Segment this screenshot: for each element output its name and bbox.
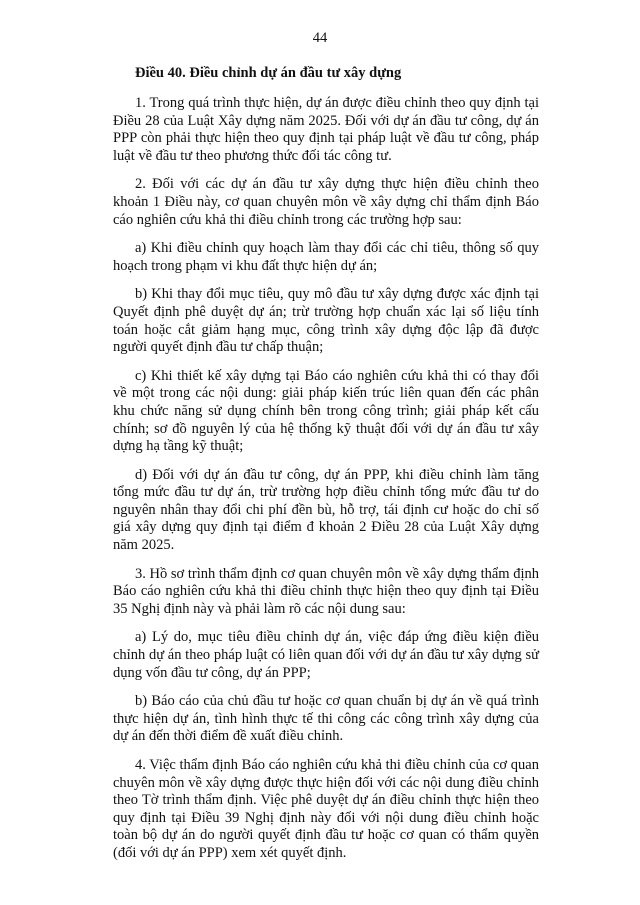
paragraph-clause-2: 2. Đối với các dự án đầu tư xây dựng thực hiện điều chỉnh theo khoản 1 Điều này, cơ quan chuyên môn về xây dựng chỉ thẩm định Báo cáo nghiên cứu khả thi điều chỉnh trong các trường hợp sau: xyxy=(113,176,539,228)
paragraph-clause-1: 1. Trong quá trình thực hiện, dự án được điều chỉnh theo quy định tại Điều 28 của Luật Xây dựng năm 2025. Đối với dự án đầu tư công, dự án PPP còn phải thực hiện theo quy định tại pháp luật về đầu tư công, pháp luật về đầu tư theo phương thức đối tác công tư. xyxy=(113,95,539,164)
paragraph-clause-3b: b) Báo cáo của chủ đầu tư hoặc cơ quan chuẩn bị dự án về quá trình thực hiện dự án, tình hình thực tế thi công các công trình xây dựng của dự án đến thời điểm đề xuất điều chỉnh. xyxy=(113,693,539,745)
paragraph-clause-2d: d) Đối với dự án đầu tư công, dự án PPP, khi điều chỉnh làm tăng tổng mức đầu tư dự án, trừ trường hợp điều chỉnh tổng mức đầu tư do nguyên nhân thay đổi chi phí đền bù, hỗ trợ, tái định cư hoặc do chỉ số giá xây dựng quy định tại điểm đ khoản 2 Điều 28 của Luật Xây dựng năm 2025. xyxy=(113,466,539,554)
article-heading: Điều 40. Điều chỉnh dự án đầu tư xây dựng xyxy=(135,65,402,81)
paragraph-clause-2b: b) Khi thay đổi mục tiêu, quy mô đầu tư xây dựng được xác định tại Quyết định phê duyệt dự án; trừ trường hợp chuẩn xác lại số liệu tính toán hoặc cắt giảm hạng mục, công trình xây dựng độc lập đã được người quyết định đầu tư chấp thuận; xyxy=(113,286,539,356)
page-number: 44 xyxy=(312,30,328,46)
paragraph-clause-4: 4. Việc thẩm định Báo cáo nghiên cứu khả thi điều chỉnh của cơ quan chuyên môn về xây dựng được thực hiện đối với các nội dung điều chỉnh theo Tờ trình thẩm định. Việc phê duyệt dự án điều chỉnh thực hiện theo quy định tại Điều 39 Nghị định này đối với nội dung điều chỉnh hoặc toàn bộ dự án do người quyết định đầu tư hoặc cơ quan có thẩm quyền (đối với dự án PPP) xem xét quyết định. xyxy=(113,757,539,861)
paragraph-clause-2a: a) Khi điều chỉnh quy hoạch làm thay đổi các chỉ tiêu, thông số quy hoạch trong phạm vi khu đất thực hiện dự án; xyxy=(113,240,539,274)
paragraph-clause-3: 3. Hồ sơ trình thẩm định cơ quan chuyên môn về xây dựng thẩm định Báo cáo nghiên cứu khả thi điều chỉnh thực hiện theo quy định tại Điều 35 Nghị định này và phải làm rõ các nội dung sau: xyxy=(113,565,539,617)
paragraph-clause-2c: c) Khi thiết kế xây dựng tại Báo cáo nghiên cứu khả thi có thay đổi về một trong các nội dung: giải pháp kiến trúc liên quan đến các phân khu chức năng sử dụng chính bên trong công trình; giải pháp kết cấu chính; sơ đồ nguyên lý của hệ thống kỹ thuật đối với dự án đầu tư xây dựng hạ tầng kỹ thuật; xyxy=(113,367,539,455)
paragraph-clause-3a: a) Lý do, mục tiêu điều chỉnh dự án, việc đáp ứng điều kiện điều chỉnh dự án theo pháp luật có liên quan đối với dự án đầu tư xây dựng sử dụng vốn đầu tư công, dự án PPP; xyxy=(113,629,539,681)
document-body xyxy=(113,64,539,874)
